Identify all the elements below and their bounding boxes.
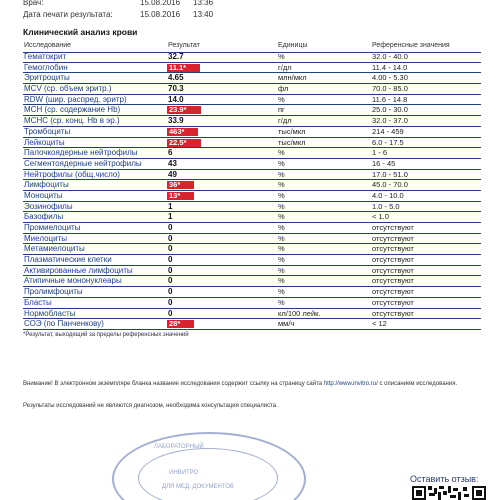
test-name[interactable]: Бласты <box>24 297 52 307</box>
reference-value: отсутствуют <box>372 287 414 297</box>
unit-value: % <box>278 287 285 297</box>
test-name[interactable]: Базофилы <box>24 212 64 222</box>
reference-value: 45.0 - 70.0 <box>372 180 408 190</box>
test-name[interactable]: Эозинофилы <box>24 201 73 211</box>
result-value: 0 <box>168 233 173 243</box>
test-name[interactable]: Эритроциты <box>24 73 70 83</box>
test-name[interactable]: MCHC (ср. конц. Hb в эр.) <box>24 116 120 126</box>
disclaimer: Результаты исследований не являются диагнозом, необходима консультация специалиста. <box>23 403 278 409</box>
result-value: 1 <box>168 212 173 222</box>
footnote: *Результат, выходящий за пределы референсных значений <box>23 332 189 339</box>
unit-value: мм/ч <box>278 319 295 329</box>
unit-value: тыс/мкл <box>278 137 306 147</box>
result-value-flagged: 22.5* <box>167 139 201 147</box>
test-name[interactable]: Активированные лимфоциты <box>24 265 133 275</box>
unit-value: % <box>278 276 285 286</box>
table-row <box>23 287 481 298</box>
result-value-flagged: 11.1* <box>167 64 200 72</box>
warning-prefix: Внимание! В электронном экземпляре бланка название исследования содержит ссылку на страницу сайта <box>23 381 324 387</box>
unit-value: % <box>278 233 285 243</box>
test-name[interactable]: Плазматические клетки <box>24 255 112 265</box>
print-time: 13:40 <box>193 10 214 19</box>
results-table <box>23 52 481 330</box>
print-date: 15.08.2016 <box>140 10 181 19</box>
test-name[interactable]: Гемоглобин <box>24 62 68 72</box>
result-value: 0 <box>168 244 173 254</box>
unit-value: пг <box>278 105 285 115</box>
table-row <box>23 309 481 320</box>
stamp-text-bottom: ДЛЯ МЕД. ДОКУМЕНТОВ <box>162 484 234 490</box>
table-row <box>23 276 481 287</box>
stamp-inner-ring <box>138 448 278 500</box>
table-row <box>23 202 481 213</box>
result-value-flagged: 463* <box>167 128 198 136</box>
table-row <box>23 138 481 149</box>
lab-stamp <box>112 432 306 500</box>
unit-value: г/дл <box>278 116 292 126</box>
table-row <box>23 319 481 330</box>
unit-value: % <box>278 201 285 211</box>
table-row <box>23 244 481 255</box>
stamp-text-top: ЛАБОРАТОРНЫЙ <box>154 444 204 450</box>
reference-value: 25.0 - 30.0 <box>372 105 408 115</box>
unit-value: фл <box>278 84 289 94</box>
test-name[interactable]: Лейкоциты <box>24 137 65 147</box>
reference-value: 11.6 - 14.8 <box>372 94 408 104</box>
result-value: 0 <box>168 223 173 232</box>
stamp-text-mid: ИНВИТРО <box>169 470 199 476</box>
result-value: 0 <box>168 297 173 307</box>
reference-value: 32.0 - 40.0 <box>372 52 408 61</box>
unit-value: % <box>278 158 285 168</box>
result-value: 70.3 <box>168 84 184 94</box>
unit-value: % <box>278 180 285 190</box>
invitro-link[interactable]: http://www.invitro.ru/ <box>323 381 378 387</box>
result-value: 14.0 <box>168 94 184 104</box>
unit-value: % <box>278 52 285 61</box>
table-row <box>23 180 481 191</box>
test-name[interactable]: Пролимфоциты <box>24 287 83 297</box>
reference-value: отсутствуют <box>372 297 414 307</box>
table-row <box>23 159 481 170</box>
reference-value: 1.0 - 5.0 <box>372 201 400 211</box>
col-test: Исследование <box>24 42 72 49</box>
warning-text <box>23 380 463 388</box>
result-value: 32.7 <box>168 52 184 61</box>
unit-value: % <box>278 94 285 104</box>
test-name[interactable]: MCH (ср. содержание Hb) <box>24 105 121 115</box>
table-row <box>23 148 481 159</box>
result-value-flagged: 23.9* <box>167 106 201 114</box>
test-name[interactable]: СОЭ (по Панченкову) <box>24 319 104 329</box>
table-row <box>23 116 481 127</box>
reference-value: 70.0 - 85.0 <box>372 84 408 94</box>
reference-value: 214 - 459 <box>372 126 404 136</box>
test-name[interactable]: Нейтрофилы (общ.число) <box>24 169 120 179</box>
table-row <box>23 127 481 138</box>
reference-value: 1 - 6 <box>372 148 388 158</box>
table-row <box>23 255 481 266</box>
reference-value: отсутствуют <box>372 308 414 318</box>
test-name[interactable]: Сегментоядерные нейтрофилы <box>24 158 142 168</box>
test-name[interactable]: Моноциты <box>24 190 63 200</box>
reference-value: 6.0 - 17.5 <box>372 137 404 147</box>
result-value: 43 <box>168 158 177 168</box>
section-title: Клинический анализ крови <box>23 27 138 37</box>
reference-value: < 12 <box>372 319 387 329</box>
unit-value: кл/100 лейк. <box>278 308 321 318</box>
unit-value: % <box>278 169 285 179</box>
result-value-flagged: 36* <box>167 181 194 189</box>
table-row <box>23 212 481 223</box>
result-value: 49 <box>168 169 177 179</box>
test-name[interactable]: Палочкоядерные нейтрофилы <box>24 148 138 158</box>
unit-value: % <box>278 190 285 200</box>
table-row <box>23 73 481 84</box>
reference-value: 16 - 45 <box>372 158 396 168</box>
table-row <box>23 84 481 95</box>
reference-value: 32.0 - 37.0 <box>372 116 408 126</box>
feedback-label: Оставить отзыв: <box>410 474 479 484</box>
doctor-time: 13:36 <box>193 0 214 7</box>
unit-value: % <box>278 297 285 307</box>
test-name[interactable]: Нормобласты <box>24 308 76 318</box>
doctor-label: Врач: <box>23 0 44 7</box>
table-row <box>23 298 481 309</box>
reference-value: отсутствуют <box>372 276 414 286</box>
table-row <box>23 52 481 63</box>
test-name[interactable]: RDW (шир. распред. эритр) <box>24 94 127 104</box>
test-name[interactable]: Метамиелоциты <box>24 244 85 254</box>
col-result: Результат <box>168 42 200 49</box>
col-unit: Единицы <box>278 42 308 49</box>
col-reference: Референсные значения <box>372 42 450 49</box>
warning-suffix: с описанием исследования. <box>377 381 458 387</box>
table-row <box>23 95 481 106</box>
reference-value: 4.0 - 10.0 <box>372 190 404 200</box>
reference-value: отсутствуют <box>372 265 414 275</box>
unit-value: тыс/мкл <box>278 126 306 136</box>
result-value-flagged: 13* <box>167 192 194 200</box>
result-value: 33.9 <box>168 116 184 126</box>
reference-value: отсутствуют <box>372 223 414 232</box>
unit-value: % <box>278 212 285 222</box>
result-value: 0 <box>168 276 173 286</box>
result-value-flagged: 28* <box>167 320 194 328</box>
result-value: 0 <box>168 287 173 297</box>
qr-code-icon[interactable] <box>412 486 486 500</box>
unit-value: % <box>278 244 285 254</box>
reference-value: отсутствуют <box>372 233 414 243</box>
result-value: 6 <box>168 148 173 158</box>
table-row <box>23 105 481 116</box>
result-value: 0 <box>168 308 173 318</box>
table-row <box>23 170 481 181</box>
reference-value: отсутствуют <box>372 255 414 265</box>
table-row <box>23 191 481 202</box>
table-row <box>23 234 481 245</box>
test-name[interactable]: Гематокрит <box>24 52 67 61</box>
result-value: 0 <box>168 255 173 265</box>
test-name[interactable]: Миелоциты <box>24 233 67 243</box>
reference-value: 11.4 - 14.0 <box>372 62 408 72</box>
doctor-date: 15.08.2016 <box>140 0 181 7</box>
test-name[interactable]: MCV (ср. объем эритр.) <box>24 84 112 94</box>
print-date-label: Дата печати результата: <box>23 10 113 19</box>
unit-value: % <box>278 223 285 232</box>
test-name[interactable]: Атипичные мононуклеары <box>24 276 122 286</box>
table-row <box>23 63 481 74</box>
result-value: 0 <box>168 265 173 275</box>
reference-value: отсутствуют <box>372 244 414 254</box>
unit-value: % <box>278 148 285 158</box>
test-name[interactable]: Лимфоциты <box>24 180 69 190</box>
unit-value: % <box>278 255 285 265</box>
reference-value: 17.0 - 51.0 <box>372 169 408 179</box>
test-name[interactable]: Тромбоциты <box>24 126 71 136</box>
result-value: 4.65 <box>168 73 184 83</box>
unit-value: г/дл <box>278 62 292 72</box>
reference-value: 4.00 - 5.30 <box>372 73 408 83</box>
unit-value: млн/мкл <box>278 73 307 83</box>
table-row <box>23 266 481 277</box>
test-name[interactable]: Промиелоциты <box>24 223 81 232</box>
result-value: 1 <box>168 201 173 211</box>
unit-value: % <box>278 265 285 275</box>
table-row <box>23 223 481 234</box>
reference-value: < 1.0 <box>372 212 389 222</box>
